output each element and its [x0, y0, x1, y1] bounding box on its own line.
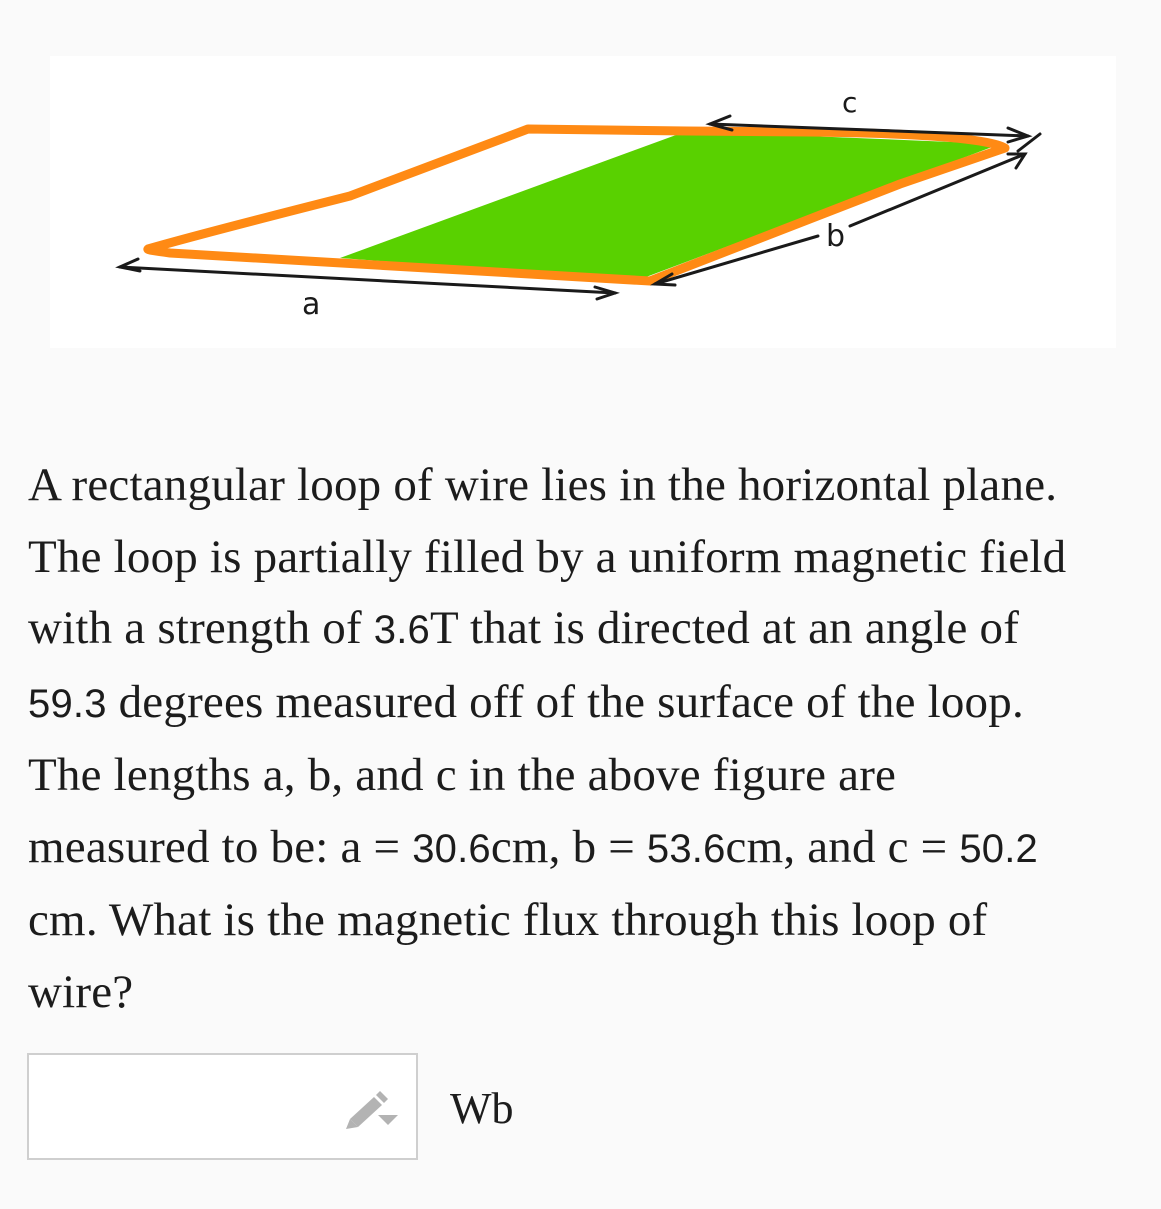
question-line-6-mid2: cm, and c = [725, 820, 960, 873]
angle-value: 59.3 [28, 681, 107, 726]
question-line-8: wire? [28, 965, 134, 1018]
question-line-3-end: T that is directed at an angle of [430, 602, 1020, 654]
loop-figure [50, 56, 1116, 348]
label-a: a [302, 287, 321, 322]
b-value: 53.6 [646, 826, 726, 871]
question-line-5: The lengths a, b, and c in the above figure are [28, 749, 897, 801]
question-line-6-start: measured to be: a = [28, 820, 413, 873]
a-value: 30.6 [412, 826, 491, 871]
question-line-3-start: with a strength of [28, 602, 374, 654]
loop-diagram [50, 56, 1116, 348]
question-line-7: cm. What is the magnetic flux through this loop of [28, 894, 988, 946]
question-text [28, 450, 1138, 1028]
c-value: 50.2 [959, 826, 1038, 871]
label-b: b [826, 219, 846, 254]
question-line-6-mid: cm, b = [490, 820, 647, 873]
question-line-2: The loop is partially filled by a uniform magnetic field [28, 530, 1067, 583]
field-strength-value: 3.6 [373, 608, 431, 652]
question-line-1: A rectangular loop of wire lies in the horizontal plane. [28, 459, 1058, 511]
label-c: c [842, 86, 858, 119]
pencil-dropdown-icon[interactable] [344, 1089, 402, 1131]
question-line-4: degrees measured off of the surface of the loop. [106, 675, 1024, 728]
answer-field[interactable] [27, 1053, 418, 1160]
unit-label: Wb [450, 1084, 514, 1133]
